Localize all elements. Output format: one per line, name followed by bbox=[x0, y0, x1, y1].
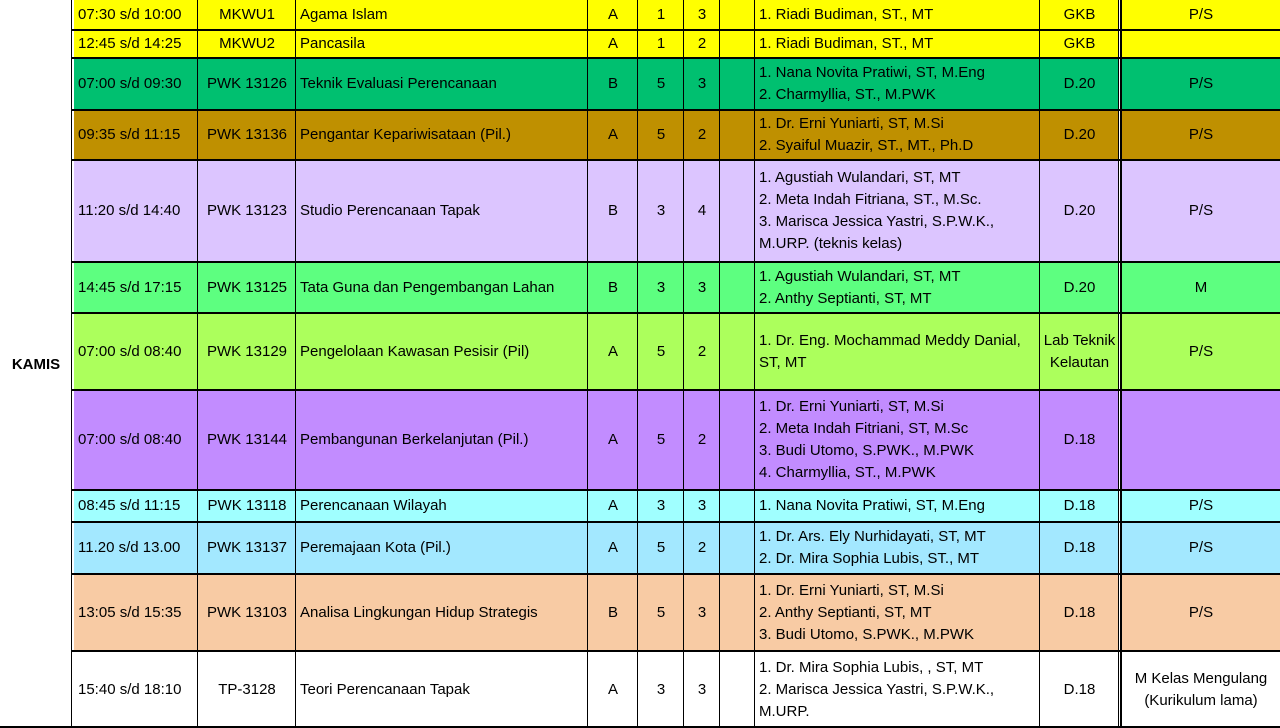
credits-cell bbox=[684, 0, 720, 30]
course-name-cell bbox=[296, 490, 588, 522]
time-cell bbox=[74, 490, 198, 522]
lecturers-cell bbox=[755, 651, 1040, 728]
room-cell bbox=[1040, 262, 1119, 313]
time-cell-text: 14:45 s/d 17:15 bbox=[78, 278, 182, 296]
room-line: D.20 bbox=[1063, 202, 1096, 219]
status-cell bbox=[1122, 160, 1280, 262]
status-line: M Kelas Mengulang bbox=[1134, 669, 1268, 687]
credits-cell-text: 3 bbox=[697, 497, 707, 514]
semester-cell-text: 3 bbox=[656, 680, 666, 698]
status-line: P/S bbox=[1188, 6, 1214, 23]
grid-horizontal-line bbox=[72, 312, 1280, 314]
class-cell bbox=[588, 313, 638, 390]
credits-cell bbox=[684, 313, 720, 390]
status-cell bbox=[1122, 574, 1280, 651]
room-line: D.18 bbox=[1063, 497, 1096, 514]
course-name-cell-text: Teori Perencanaan Tapak bbox=[300, 680, 470, 698]
course-name-cell bbox=[296, 313, 588, 390]
room-line: GKB bbox=[1063, 35, 1096, 52]
lecturer-line: 1. Agustiah Wulandari, ST, MT bbox=[759, 267, 961, 285]
time-cell-text: 07:00 s/d 08:40 bbox=[78, 431, 182, 448]
status-cell bbox=[1122, 58, 1280, 110]
room-line: D.20 bbox=[1063, 75, 1096, 92]
course-code-cell-text: PWK 13137 bbox=[206, 539, 288, 556]
room-line: D.18 bbox=[1063, 603, 1096, 621]
course-name-cell bbox=[296, 58, 588, 110]
room-cell bbox=[1040, 30, 1119, 58]
time-cell bbox=[74, 313, 198, 390]
credits-cell-text: 2 bbox=[697, 126, 707, 143]
class-cell-text: A bbox=[607, 35, 618, 52]
blank-cell bbox=[720, 0, 755, 30]
status-cell bbox=[1122, 651, 1280, 728]
blank-cell bbox=[720, 490, 755, 522]
blank-cell bbox=[720, 110, 755, 160]
course-code-cell bbox=[198, 262, 296, 313]
course-name-cell-text: Pancasila bbox=[300, 35, 366, 52]
room-cell bbox=[1040, 651, 1119, 728]
blank-cell bbox=[720, 160, 755, 262]
room-line: Lab Teknik bbox=[1043, 331, 1116, 349]
blank-cell bbox=[720, 390, 755, 490]
lecturer-line: 1. Riadi Budiman, ST., MT bbox=[759, 35, 934, 52]
course-code-cell-text: PWK 13118 bbox=[207, 497, 287, 514]
blank-cell bbox=[720, 651, 755, 728]
lecturers-cell bbox=[755, 522, 1040, 574]
course-code-cell bbox=[198, 574, 296, 651]
room-cell bbox=[1040, 58, 1119, 110]
class-cell-text: B bbox=[607, 603, 618, 621]
credits-cell-text: 2 bbox=[697, 342, 707, 360]
room-cell bbox=[1040, 313, 1119, 390]
course-code-cell-text: PWK 13123 bbox=[206, 202, 288, 219]
class-cell-text: B bbox=[607, 278, 618, 296]
room-cell bbox=[1040, 0, 1119, 30]
lecturer-line: 2. Syaiful Muazir, ST., MT., Ph.D bbox=[759, 137, 974, 154]
lecturer-line: 3. Budi Utomo, S.PWK., M.PWK bbox=[759, 442, 975, 459]
time-cell-text: 13:05 s/d 15:35 bbox=[78, 603, 182, 621]
lecturer-line: 1. Nana Novita Pratiwi, ST, M.Eng bbox=[759, 497, 985, 514]
course-code-cell bbox=[198, 30, 296, 58]
class-cell bbox=[588, 110, 638, 160]
status-cell bbox=[1122, 313, 1280, 390]
blank-cell bbox=[720, 522, 755, 574]
grid-horizontal-line bbox=[72, 57, 1280, 59]
status-cell bbox=[1122, 522, 1280, 574]
semester-cell-text: 5 bbox=[656, 342, 666, 360]
class-cell-text: A bbox=[607, 126, 618, 143]
course-name-cell-text: Pembangunan Berkelanjutan (Pil.) bbox=[300, 431, 529, 448]
time-cell bbox=[74, 574, 198, 651]
class-cell bbox=[588, 490, 638, 522]
course-code-cell bbox=[198, 0, 296, 30]
course-name-cell bbox=[296, 651, 588, 728]
course-code-cell bbox=[198, 58, 296, 110]
credits-cell bbox=[684, 522, 720, 574]
lecturers-cell bbox=[755, 313, 1040, 390]
time-cell bbox=[74, 390, 198, 490]
time-cell-text: 12:45 s/d 14:25 bbox=[78, 35, 182, 52]
grid-horizontal-line bbox=[72, 650, 1280, 652]
status-line: P/S bbox=[1188, 75, 1214, 92]
credits-cell-text: 3 bbox=[697, 603, 707, 621]
course-name-cell bbox=[296, 160, 588, 262]
course-code-cell-text: PWK 13126 bbox=[206, 75, 288, 92]
semester-cell bbox=[638, 522, 684, 574]
credits-cell bbox=[684, 30, 720, 58]
semester-cell bbox=[638, 390, 684, 490]
lecturers-cell bbox=[755, 390, 1040, 490]
class-cell-text: A bbox=[607, 680, 618, 698]
course-code-cell-text: PWK 13136 bbox=[206, 126, 288, 143]
credits-cell-text: 3 bbox=[697, 75, 707, 92]
grid-horizontal-line bbox=[72, 261, 1280, 263]
credits-cell bbox=[684, 574, 720, 651]
semester-cell bbox=[638, 160, 684, 262]
course-name-cell bbox=[296, 30, 588, 58]
credits-cell-text: 4 bbox=[697, 202, 707, 219]
credits-cell-text: 2 bbox=[697, 539, 707, 556]
semester-cell-text: 3 bbox=[656, 202, 666, 219]
semester-cell bbox=[638, 58, 684, 110]
lecturer-line: 2. Anthy Septianti, ST, MT bbox=[759, 289, 932, 307]
course-code-cell bbox=[198, 390, 296, 490]
room-cell bbox=[1040, 160, 1119, 262]
semester-cell-text: 1 bbox=[656, 6, 666, 23]
credits-cell bbox=[684, 160, 720, 262]
course-code-cell-text: MKWU2 bbox=[219, 35, 275, 52]
course-name-cell-text: Pengantar Kepariwisataan (Pil.) bbox=[300, 126, 511, 143]
lecturers-cell bbox=[755, 490, 1040, 522]
lecturer-line: M.URP. (teknis kelas) bbox=[759, 235, 903, 252]
lecturer-line: 1. Dr. Erni Yuniarti, ST, M.Si bbox=[759, 115, 944, 132]
course-code-cell-text: MKWU1 bbox=[219, 6, 275, 23]
time-cell bbox=[74, 651, 198, 728]
credits-cell bbox=[684, 262, 720, 313]
lecturer-line: 2. Meta Indah Fitriani, ST, M.Sc bbox=[759, 420, 969, 437]
room-cell bbox=[1040, 110, 1119, 160]
time-cell-text: 07:00 s/d 09:30 bbox=[78, 75, 182, 92]
course-name-cell bbox=[296, 574, 588, 651]
room-line: GKB bbox=[1063, 6, 1096, 23]
status-line: P/S bbox=[1188, 603, 1214, 621]
course-code-cell-text: PWK 13129 bbox=[206, 342, 288, 360]
course-name-cell bbox=[296, 522, 588, 574]
time-cell bbox=[74, 522, 198, 574]
semester-cell bbox=[638, 574, 684, 651]
time-cell-text: 15:40 s/d 18:10 bbox=[78, 680, 182, 698]
credits-cell-text: 3 bbox=[697, 680, 707, 698]
class-cell-text: A bbox=[607, 6, 618, 23]
course-code-cell bbox=[198, 522, 296, 574]
lecturer-line: 1. Dr. Ars. Ely Nurhidayati, ST, MT bbox=[759, 528, 986, 545]
lecturer-line: 1. Dr. Mira Sophia Lubis, , ST, MT bbox=[759, 658, 984, 676]
class-cell-text: B bbox=[607, 202, 618, 219]
class-cell-text: A bbox=[607, 539, 618, 556]
credits-cell bbox=[684, 490, 720, 522]
course-code-cell-text: PWK 13103 bbox=[206, 603, 288, 621]
semester-cell-text: 5 bbox=[656, 431, 666, 448]
time-cell-text: 07:30 s/d 10:00 bbox=[78, 6, 182, 23]
lecturer-line: 2. Marisca Jessica Yastri, S.P.W.K., bbox=[759, 680, 995, 698]
time-cell-text: 09:35 s/d 11:15 bbox=[78, 126, 181, 143]
semester-cell bbox=[638, 0, 684, 30]
room-line: D.20 bbox=[1063, 278, 1096, 296]
status-line: M bbox=[1194, 278, 1208, 296]
semester-cell bbox=[638, 313, 684, 390]
status-line: P/S bbox=[1188, 342, 1214, 360]
room-line: D.20 bbox=[1063, 126, 1096, 143]
grid-horizontal-line bbox=[72, 29, 1280, 31]
course-name-cell-text: Agama Islam bbox=[300, 6, 388, 23]
room-cell bbox=[1040, 574, 1119, 651]
status-cell bbox=[1122, 30, 1280, 58]
status-cell bbox=[1122, 110, 1280, 160]
room-cell bbox=[1040, 490, 1119, 522]
credits-cell bbox=[684, 58, 720, 110]
course-name-cell-text: Pengelolaan Kawasan Pesisir (Pil) bbox=[300, 342, 530, 360]
lecturer-line: M.URP. bbox=[759, 702, 810, 720]
room-line: D.18 bbox=[1063, 431, 1096, 448]
status-line: P/S bbox=[1188, 539, 1214, 556]
status-line: P/S bbox=[1188, 202, 1214, 219]
semester-cell-text: 1 bbox=[656, 35, 666, 52]
class-cell bbox=[588, 651, 638, 728]
class-cell bbox=[588, 160, 638, 262]
lecturer-line: ST, MT bbox=[759, 353, 807, 371]
semester-cell-text: 5 bbox=[656, 603, 666, 621]
status-line: P/S bbox=[1188, 497, 1214, 514]
semester-cell-text: 5 bbox=[656, 75, 666, 92]
lecturers-cell bbox=[755, 160, 1040, 262]
lecturer-line: 2. Dr. Mira Sophia Lubis, ST., MT bbox=[759, 550, 980, 567]
credits-cell-text: 2 bbox=[697, 35, 707, 52]
semester-cell bbox=[638, 651, 684, 728]
class-cell-text: A bbox=[607, 431, 618, 448]
grid-horizontal-line bbox=[72, 489, 1280, 491]
lecturers-cell bbox=[755, 110, 1040, 160]
lecturer-line: 2. Charmyllia, ST., M.PWK bbox=[759, 86, 936, 103]
time-cell-text: 11.20 s/d 13.00 bbox=[78, 539, 181, 556]
status-cell bbox=[1122, 262, 1280, 313]
room-line: D.18 bbox=[1063, 539, 1096, 556]
room-line: Kelautan bbox=[1049, 353, 1110, 371]
class-cell bbox=[588, 390, 638, 490]
grid-horizontal-line bbox=[72, 521, 1280, 523]
lecturer-line: 1. Dr. Erni Yuniarti, ST, M.Si bbox=[759, 581, 944, 599]
semester-cell bbox=[638, 110, 684, 160]
course-name-cell bbox=[296, 0, 588, 30]
room-cell bbox=[1040, 522, 1119, 574]
blank-cell bbox=[720, 574, 755, 651]
time-cell bbox=[74, 0, 198, 30]
lecturer-line: 1. Dr. Erni Yuniarti, ST, M.Si bbox=[759, 398, 944, 415]
grid-horizontal-line bbox=[72, 109, 1280, 111]
course-code-cell-text: TP-3128 bbox=[218, 680, 276, 698]
status-line: (Kurikulum lama) bbox=[1144, 691, 1258, 709]
course-name-cell bbox=[296, 390, 588, 490]
lecturers-cell bbox=[755, 574, 1040, 651]
semester-cell bbox=[638, 30, 684, 58]
blank-cell bbox=[720, 313, 755, 390]
lecturers-cell bbox=[755, 30, 1040, 58]
lecturer-line: 2. Meta Indah Fitriana, ST., M.Sc. bbox=[759, 191, 982, 208]
blank-cell bbox=[720, 58, 755, 110]
lecturer-line: 1. Dr. Eng. Mochammad Meddy Danial, bbox=[759, 331, 1021, 349]
semester-cell bbox=[638, 490, 684, 522]
credits-cell bbox=[684, 390, 720, 490]
lecturer-line: 2. Anthy Septianti, ST, MT bbox=[759, 603, 932, 621]
time-cell-text: 08:45 s/d 11:15 bbox=[78, 497, 181, 514]
lecturer-line: 1. Nana Novita Pratiwi, ST, M.Eng bbox=[759, 64, 985, 81]
course-code-cell-text: PWK 13125 bbox=[206, 278, 288, 296]
credits-cell bbox=[684, 651, 720, 728]
grid-horizontal-line bbox=[72, 159, 1280, 161]
grid-horizontal-line bbox=[72, 573, 1280, 575]
credits-cell-text: 2 bbox=[697, 431, 707, 448]
course-code-cell-text: PWK 13144 bbox=[206, 431, 288, 448]
lecturer-line: 3. Budi Utomo, S.PWK., M.PWK bbox=[759, 625, 975, 643]
class-cell bbox=[588, 262, 638, 313]
class-cell-text: B bbox=[607, 75, 618, 92]
credits-cell-text: 3 bbox=[697, 278, 707, 296]
time-cell bbox=[74, 30, 198, 58]
class-cell bbox=[588, 522, 638, 574]
course-name-cell-text: Tata Guna dan Pengembangan Lahan bbox=[300, 278, 555, 296]
course-name-cell bbox=[296, 262, 588, 313]
course-code-cell bbox=[198, 651, 296, 728]
blank-cell bbox=[720, 30, 755, 58]
lecturer-line: 1. Riadi Budiman, ST., MT bbox=[759, 6, 934, 23]
credits-cell-text: 3 bbox=[697, 6, 707, 23]
course-name-cell-text: Peremajaan Kota (Pil.) bbox=[300, 539, 451, 556]
lecturers-cell bbox=[755, 58, 1040, 110]
time-cell-text: 11:20 s/d 14:40 bbox=[78, 202, 181, 219]
course-code-cell bbox=[198, 110, 296, 160]
status-cell bbox=[1122, 490, 1280, 522]
class-cell bbox=[588, 574, 638, 651]
class-cell bbox=[588, 0, 638, 30]
course-name-cell-text: Studio Perencanaan Tapak bbox=[300, 202, 480, 219]
semester-cell-text: 5 bbox=[656, 539, 666, 556]
course-name-cell-text: Teknik Evaluasi Perencanaan bbox=[300, 75, 497, 92]
grid-horizontal-line bbox=[72, 389, 1280, 391]
lecturer-line: 4. Charmyllia, ST., M.PWK bbox=[759, 464, 936, 481]
status-line: P/S bbox=[1188, 126, 1214, 143]
class-cell bbox=[588, 58, 638, 110]
time-cell bbox=[74, 262, 198, 313]
semester-cell bbox=[638, 262, 684, 313]
lecturers-cell bbox=[755, 262, 1040, 313]
time-cell bbox=[74, 110, 198, 160]
course-code-cell bbox=[198, 313, 296, 390]
course-name-cell-text: Perencanaan Wilayah bbox=[300, 497, 447, 514]
semester-cell-text: 3 bbox=[656, 278, 666, 296]
time-cell-text: 07:00 s/d 08:40 bbox=[78, 342, 182, 360]
room-line: D.18 bbox=[1063, 680, 1096, 698]
semester-cell-text: 5 bbox=[656, 126, 666, 143]
course-code-cell bbox=[198, 490, 296, 522]
class-cell-text: A bbox=[607, 497, 618, 514]
time-cell bbox=[74, 160, 198, 262]
time-cell bbox=[74, 58, 198, 110]
course-name-cell-text: Analisa Lingkungan Hidup Strategis bbox=[300, 603, 538, 621]
status-cell bbox=[1122, 0, 1280, 30]
semester-cell-text: 3 bbox=[656, 497, 666, 514]
lecturer-line: 3. Marisca Jessica Yastri, S.P.W.K., bbox=[759, 213, 995, 230]
course-name-cell bbox=[296, 110, 588, 160]
blank-cell bbox=[720, 262, 755, 313]
credits-cell bbox=[684, 110, 720, 160]
room-cell bbox=[1040, 390, 1119, 490]
class-cell-text: A bbox=[607, 342, 618, 360]
lecturer-line: 1. Agustiah Wulandari, ST, MT bbox=[759, 169, 961, 186]
status-cell bbox=[1122, 390, 1280, 490]
class-cell bbox=[588, 30, 638, 58]
lecturers-cell bbox=[755, 0, 1040, 30]
day-label: KAMIS bbox=[0, 0, 72, 728]
course-code-cell bbox=[198, 160, 296, 262]
